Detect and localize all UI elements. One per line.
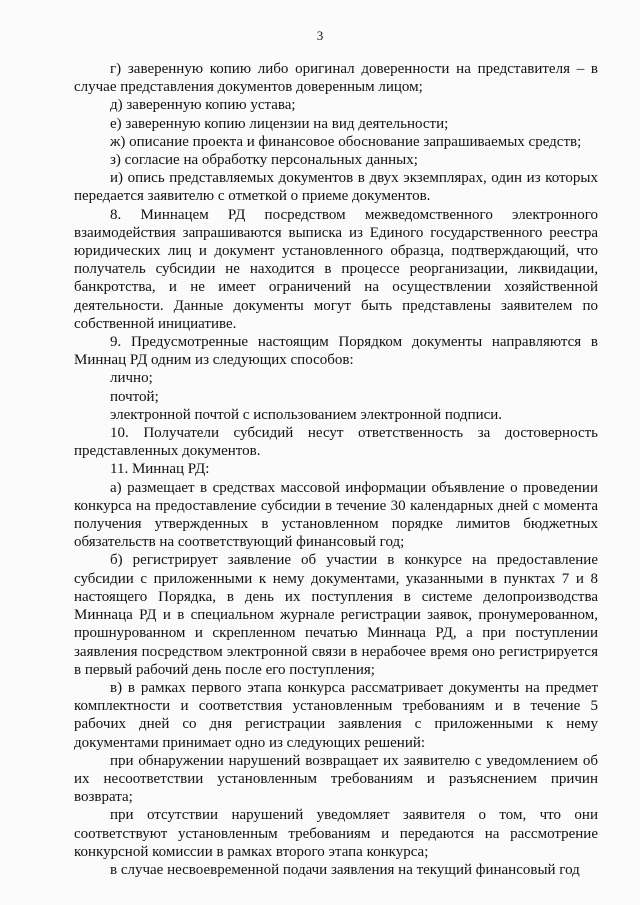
paragraph-i: и) опись представляемых документов в двух экземплярах, один из которых передается заявителю с отметкой о приеме документов. — [74, 170, 598, 205]
paragraph-g: г) заверенную копию либо оригинал доверенности на представителя – в случае представления документов доверенным лицом; — [74, 61, 598, 96]
paragraph-10: 10. Получатели субсидий несут ответственность за достоверность представленных документов. — [74, 425, 598, 460]
paragraph-late-submission: в случае несвоевременной подачи заявления на текущий финансовый год — [110, 861, 580, 878]
paragraph-z: з) согласие на обработку персональных данных; — [110, 152, 418, 169]
paragraph-11v: в) в рамках первого этапа конкурса рассматривает документы на предмет комплектности и соответствия установленным требованиям и в течение 5 рабочих дней со дня регистрации заявления с приложенными к нему документами принимает одно из следующих решений: — [74, 679, 598, 751]
paragraph-11: 11. Миннац РД: — [110, 461, 210, 478]
paragraph-violations-found: при обнаружении нарушений возвращает их заявителю с уведомлением об их несоответствии установленным требованиям и разъяснением причин возврата; — [74, 752, 598, 806]
paragraph-method-in-person: лично; — [110, 370, 153, 387]
paragraph-e: е) заверенную копию лицензии на вид деятельности; — [110, 115, 449, 132]
document-body — [74, 60, 598, 879]
paragraph-zh: ж) описание проекта и финансовое обоснование запрашиваемых средств; — [110, 133, 582, 150]
paragraph-9: 9. Предусмотренные настоящим Порядком документы направляются в Миннац РД одним из следующих способов: — [74, 334, 598, 369]
paragraph-no-violations: при отсутствии нарушений уведомляет заявителя о том, что они соответствуют установленным требованиям и передаются на рассмотрение конкурсной комиссии в рамках второго этапа конкурса; — [74, 807, 598, 860]
page-number: 3 — [316, 28, 324, 43]
paragraph-method-email: электронной почтой с использованием электронной подписи. — [110, 406, 503, 423]
paragraph-11b: б) регистрирует заявление об участии в конкурсе на предоставление субсидии с приложенными к нему документами, указанными в пунктах 7 и 8 настоящего Порядка, в день их поступления в системе делопроизводства Миннаца РД и в специальном журнале регистрации заявок, пронумерованном, прошнурованном и скрепленном печатью Миннаца РД, а при поступлении заявления посредством электронной связи в нерабочее время оно регистрируется в первый рабочий день после его поступления; — [74, 552, 598, 678]
paragraph-11a: а) размещает в средствах массовой информации объявление о проведении конкурса на предоставление субсидии в течение 30 календарных дней с момента получения утвержденных в установленном порядке лимитов бюджетных обязательств на соответствующий финансовый год; — [74, 479, 598, 551]
paragraph-d: д) заверенную копию устава; — [110, 97, 296, 114]
paragraph-8: 8. Миннацем РД посредством межведомственного электронного взаимодействия запрашиваются выписка из Единого государственного реестра юридических лиц и документ установленного образца, подтверждающий, что получатель субсидии не находится в процессе реорганизации, ликвидации, банкротства, и не имеет ограничений на осуществлении хозяйственной деятельности. Данные документы могут быть представлены заявителем по собственной инициативе. — [74, 206, 598, 332]
paragraph-method-mail: почтой; — [110, 388, 159, 405]
